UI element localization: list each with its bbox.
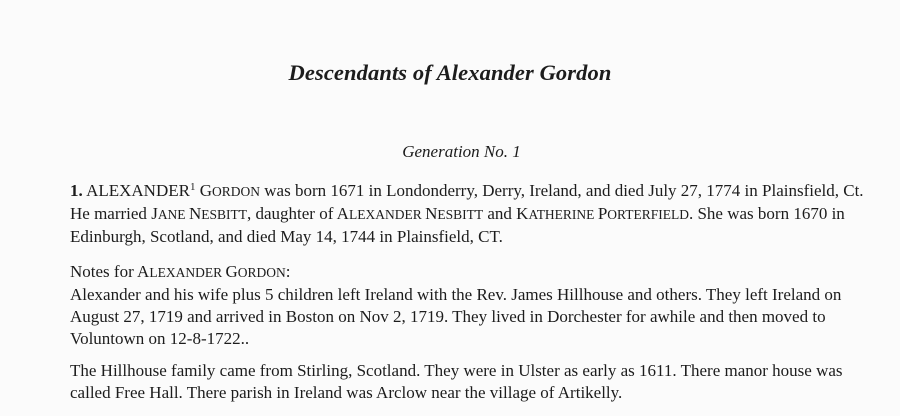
entry-text-1: was born 1671 in Londonderry, Derry, Ireland, and died July 27, 1774 in Plainsfield, Ct. He married <box>70 181 864 223</box>
entry-paragraph <box>70 180 870 248</box>
mother-name: KATHERINE PORTERFIELD <box>516 204 689 223</box>
notes-heading-suffix: : <box>285 262 291 281</box>
entry-text-4: . She was born 1670 in Edinburgh, Scotland, and died May 14, 1744 in Plainsfield, CT. <box>70 204 845 246</box>
entry-text-3: and <box>483 204 517 223</box>
person-first-name: ALEXANDER <box>86 181 190 200</box>
notes-heading-name: ALEXANDER GORDON <box>137 262 286 281</box>
person-name <box>86 181 190 200</box>
document-title: Descendants of Alexander Gordon <box>288 60 612 85</box>
notes-section <box>70 261 870 350</box>
entry-number: 1. <box>70 181 83 200</box>
spouse-name: JANE NESBITT <box>151 204 247 223</box>
generation-superscript: 1 <box>189 181 196 193</box>
generation-heading: Generation No. 1 <box>402 142 521 161</box>
notes-paragraph-1: Alexander and his wife plus 5 children left Ireland with the Rev. James Hillhouse and others. They left Ireland on August 27, 1719 and arrived in Boston on Nov 2, 1719. They lived in Dorchester for awhile and then moved to Voluntown on 12-8-1722.. <box>70 285 842 348</box>
person-surname: GORDON <box>199 181 260 200</box>
notes-heading-prefix: Notes for <box>70 262 138 281</box>
father-name: ALEXANDER NESBITT <box>336 204 484 223</box>
notes-paragraph-2: The Hillhouse family came from Stirling, Scotland. They were in Ulster as early as 1611. There manor house was called Free Hall. There parish in Ireland was Arclow near the village of Artikelly. <box>70 361 843 402</box>
entry-text-2: , daughter of <box>246 204 337 223</box>
